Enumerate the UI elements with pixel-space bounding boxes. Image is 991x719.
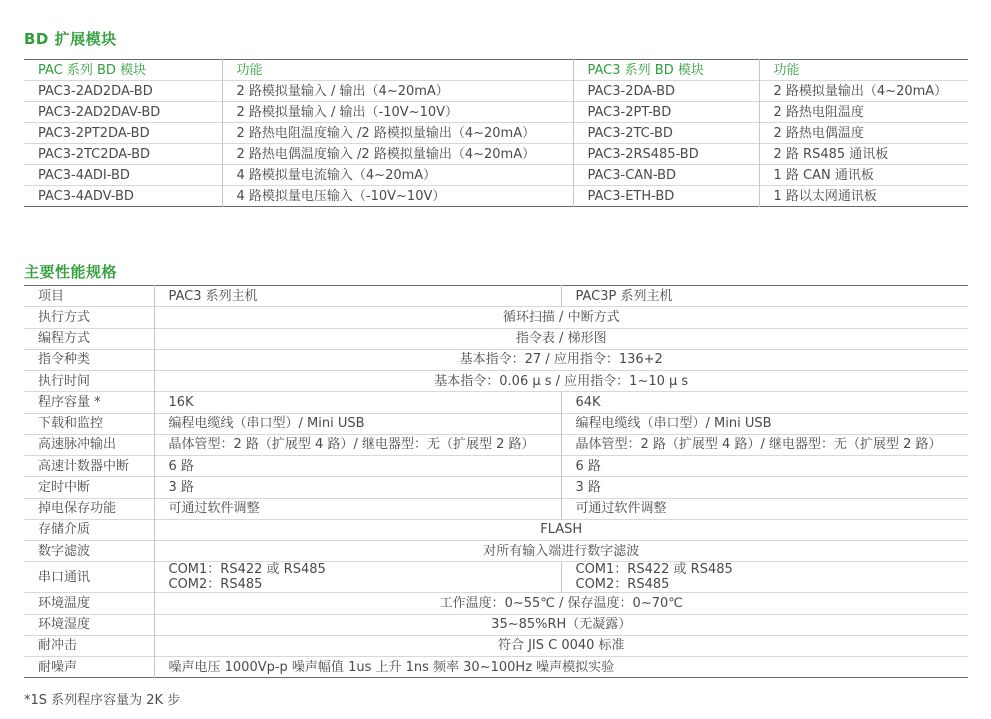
spec-value: 35~85%RH（无凝露） xyxy=(154,614,968,635)
table-row xyxy=(24,144,968,165)
table-row xyxy=(24,614,968,635)
spec-value-pac3 xyxy=(154,562,561,593)
module-name: PAC3-4ADI-BD xyxy=(24,165,222,186)
spec-value: 循环扫描 / 中断方式 xyxy=(154,307,968,328)
module-name: PAC3-4ADV-BD xyxy=(24,186,222,207)
spec-value-pac3p: 晶体管型：2 路（扩展型 4 路）/ 继电器型：无（扩展型 2 路） xyxy=(561,434,968,455)
module-function: 4 路模拟量电流输入（4~20mA） xyxy=(222,165,573,186)
module-name: PAC3-ETH-BD xyxy=(573,186,759,207)
module-name: PAC3-2DA-BD xyxy=(573,81,759,102)
module-function: 2 路 RS485 通讯板 xyxy=(759,144,968,165)
spec-value: 基本指令：0.06 μ s / 应用指令：1~10 μ s xyxy=(154,371,968,392)
module-name: PAC3-2PT-BD xyxy=(573,102,759,123)
table-row xyxy=(24,498,968,519)
table-row xyxy=(24,102,968,123)
bd-module-table xyxy=(24,59,968,207)
table-row xyxy=(24,81,968,102)
spec-value-pac3p: 3 路 xyxy=(561,477,968,498)
spec-value-pac3: 3 路 xyxy=(154,477,561,498)
spec-value-pac3p: 可通过软件调整 xyxy=(561,498,968,519)
spec-label: 串口通讯 xyxy=(24,562,154,593)
module-function: 2 路热电偶温度 xyxy=(759,123,968,144)
table-header-row xyxy=(24,60,968,81)
module-name: PAC3-2RS485-BD xyxy=(573,144,759,165)
column-header: 项目 xyxy=(24,286,154,307)
spec-value: 符合 JIS C 0040 标准 xyxy=(154,635,968,656)
table-header-row xyxy=(24,286,968,307)
spec-value: 指令表 / 梯形图 xyxy=(154,328,968,349)
column-header: PAC3 系列 BD 模块 xyxy=(573,60,759,81)
module-function: 2 路模拟量输入 / 输出（4~20mA） xyxy=(222,81,573,102)
spec-value-pac3p xyxy=(561,562,968,593)
spec-value-pac3: 晶体管型：2 路（扩展型 4 路）/ 继电器型：无（扩展型 2 路） xyxy=(154,434,561,455)
table-row xyxy=(24,371,968,392)
spec-value-pac3: 6 路 xyxy=(154,456,561,477)
table-row xyxy=(24,541,968,562)
table-row xyxy=(24,186,968,207)
spec-label: 耐噪声 xyxy=(24,657,154,678)
spec-table xyxy=(24,285,968,678)
spec-line: COM1：RS422 或 RS485 xyxy=(168,562,326,578)
table-row xyxy=(24,593,968,614)
table-row xyxy=(24,413,968,434)
spec-value-pac3: 16K xyxy=(154,392,561,413)
spec-value: 对所有输入端进行数字滤波 xyxy=(154,541,968,562)
table-row xyxy=(24,328,968,349)
module-function: 2 路热电阻温度 xyxy=(759,102,968,123)
table-row xyxy=(24,165,968,186)
spec-label: 环境湿度 xyxy=(24,614,154,635)
spec-value-pac3: 可通过软件调整 xyxy=(154,498,561,519)
spec-line: COM1：RS422 或 RS485 xyxy=(575,562,733,578)
module-name: PAC3-2AD2DAV-BD xyxy=(24,102,222,123)
module-name: PAC3-2AD2DA-BD xyxy=(24,81,222,102)
table-row xyxy=(24,657,968,678)
spec-value-pac3p: 64K xyxy=(561,392,968,413)
spec-label: 耐冲击 xyxy=(24,635,154,656)
spec-value: 工作温度：0~55℃ / 保存温度：0~70℃ xyxy=(154,593,968,614)
footnote: *1S 系列程序容量为 2K 步 xyxy=(24,693,181,708)
spec-line: COM2：RS485 xyxy=(168,577,263,593)
module-function: 2 路热电偶温度输入 /2 路模拟量输出（4~20mA） xyxy=(222,144,573,165)
spec-label: 指令种类 xyxy=(24,349,154,370)
spec-value: 基本指令：27 / 应用指令：136+2 xyxy=(154,349,968,370)
table-row xyxy=(24,519,968,540)
spec-label: 执行时间 xyxy=(24,371,154,392)
spec-label: 程序容量 * xyxy=(24,392,154,413)
spec-line: COM2：RS485 xyxy=(575,577,670,593)
module-function: 1 路以太网通讯板 xyxy=(759,186,968,207)
column-header: PAC 系列 BD 模块 xyxy=(24,60,222,81)
module-function: 2 路模拟量输入 / 输出（-10V~10V） xyxy=(222,102,573,123)
table-row xyxy=(24,477,968,498)
table-row xyxy=(24,392,968,413)
column-header: PAC3P 系列主机 xyxy=(575,288,673,304)
spec-label: 数字滤波 xyxy=(24,541,154,562)
spec-label: 下载和监控 xyxy=(24,413,154,434)
spec-label: 编程方式 xyxy=(24,328,154,349)
spec-value-pac3p: 6 路 xyxy=(561,456,968,477)
spec-label: 存储介质 xyxy=(24,519,154,540)
module-name: PAC3-2PT2DA-BD xyxy=(24,123,222,144)
module-name: PAC3-2TC-BD xyxy=(573,123,759,144)
table-row xyxy=(24,635,968,656)
spec-label: 高速脉冲输出 xyxy=(24,434,154,455)
spec-label: 掉电保存功能 xyxy=(24,498,154,519)
module-name: PAC3-CAN-BD xyxy=(573,165,759,186)
module-function: 2 路热电阻温度输入 /2 路模拟量输出（4~20mA） xyxy=(222,123,573,144)
module-function: 1 路 CAN 通讯板 xyxy=(759,165,968,186)
module-function: 2 路模拟量输出（4~20mA） xyxy=(759,81,968,102)
table-row xyxy=(24,562,968,593)
spec-label: 环境温度 xyxy=(24,593,154,614)
table-row xyxy=(24,434,968,455)
table-row xyxy=(24,349,968,370)
spec-label: 执行方式 xyxy=(24,307,154,328)
spec-value-pac3p: 编程电缆线（串口型）/ Mini USB xyxy=(561,413,968,434)
spec-value: 噪声电压 1000Vp-p 噪声幅值 1us 上升 1ns 频率 30~100Hz 噪声模拟实验 xyxy=(154,657,968,678)
spec-label: 高速计数器中断 xyxy=(24,456,154,477)
column-header: PAC3 系列主机 xyxy=(154,286,561,307)
spec-value-pac3: 编程电缆线（串口型）/ Mini USB xyxy=(154,413,561,434)
module-name: PAC3-2TC2DA-BD xyxy=(24,144,222,165)
column-header: 功能 xyxy=(773,62,800,78)
spec-value: FLASH xyxy=(154,519,968,540)
table-row xyxy=(24,307,968,328)
table-row xyxy=(24,123,968,144)
bd-section-title: BD 扩展模块 xyxy=(24,30,117,48)
spec-label: 定时中断 xyxy=(24,477,154,498)
spec-section-title: 主要性能规格 xyxy=(24,263,118,281)
column-header: 功能 xyxy=(222,60,573,81)
module-function: 4 路模拟量电压输入（-10V~10V） xyxy=(222,186,573,207)
table-row xyxy=(24,456,968,477)
